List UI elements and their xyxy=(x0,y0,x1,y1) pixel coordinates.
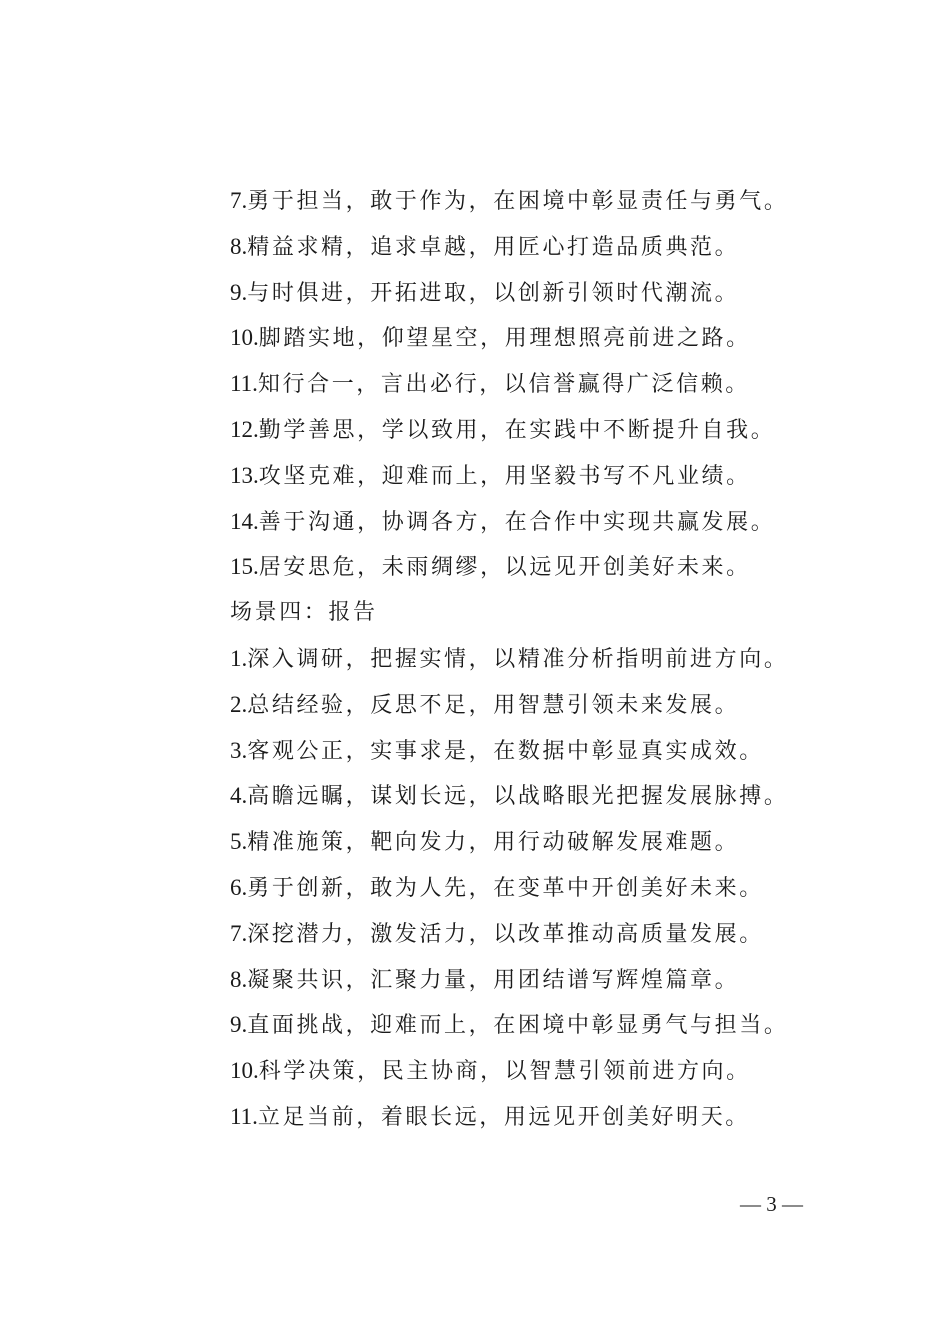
list-item: 4.高瞻远瞩，谋划长远，以战略眼光把握发展脉搏。 xyxy=(230,783,789,810)
section-heading: 场景四：报告 xyxy=(230,600,378,626)
list-item: 6.勇于创新，敢为人先，在变革中开创美好未来。 xyxy=(230,874,764,901)
list-item: 14.善于沟通，协调各方，在合作中实现共赢发展。 xyxy=(230,508,776,535)
document-body xyxy=(230,178,830,1140)
list-item: 11.知行合一，言出必行，以信誉赢得广泛信赖。 xyxy=(230,371,750,398)
list-item: 13.攻坚克难，迎难而上，用坚毅书写不凡业绩。 xyxy=(230,462,751,489)
page-number: — 3 — xyxy=(740,1192,803,1216)
list-item: 9.直面挑战，迎难而上，在困境中彰显勇气与担当。 xyxy=(230,1012,789,1039)
list-item: 11.立足当前，着眼长远，用远见开创美好明天。 xyxy=(230,1103,750,1130)
list-item: 3.客观公正，实事求是，在数据中彰显真实成效。 xyxy=(230,737,764,764)
list-item: 8.凝聚共识，汇聚力量，用团结谱写辉煌篇章。 xyxy=(230,966,740,993)
list-item: 10.脚踏实地，仰望星空，用理想照亮前进之路。 xyxy=(230,325,751,352)
list-item: 5.精准施策，靶向发力，用行动破解发展难题。 xyxy=(230,829,740,856)
list-item: 8.精益求精，追求卓越，用匠心打造品质典范。 xyxy=(230,233,740,260)
list-item: 7.深挖潜力，激发活力，以改革推动高质量发展。 xyxy=(230,920,764,947)
list-item: 10.科学决策，民主协商，以智慧引领前进方向。 xyxy=(230,1058,751,1085)
list-item: 12.勤学善思，学以致用，在实践中不断提升自我。 xyxy=(230,416,776,443)
list-item: 15.居安思危，未雨绸缪，以远见开创美好未来。 xyxy=(230,554,751,581)
list-item: 9.与时俱进，开拓进取，以创新引领时代潮流。 xyxy=(230,279,740,306)
list-item: 2.总结经验，反思不足，用智慧引领未来发展。 xyxy=(230,691,740,718)
list-item: 7.勇于担当，敢于作为，在困境中彰显责任与勇气。 xyxy=(230,188,789,214)
list-item: 1.深入调研，把握实情，以精准分析指明前进方向。 xyxy=(230,645,789,672)
